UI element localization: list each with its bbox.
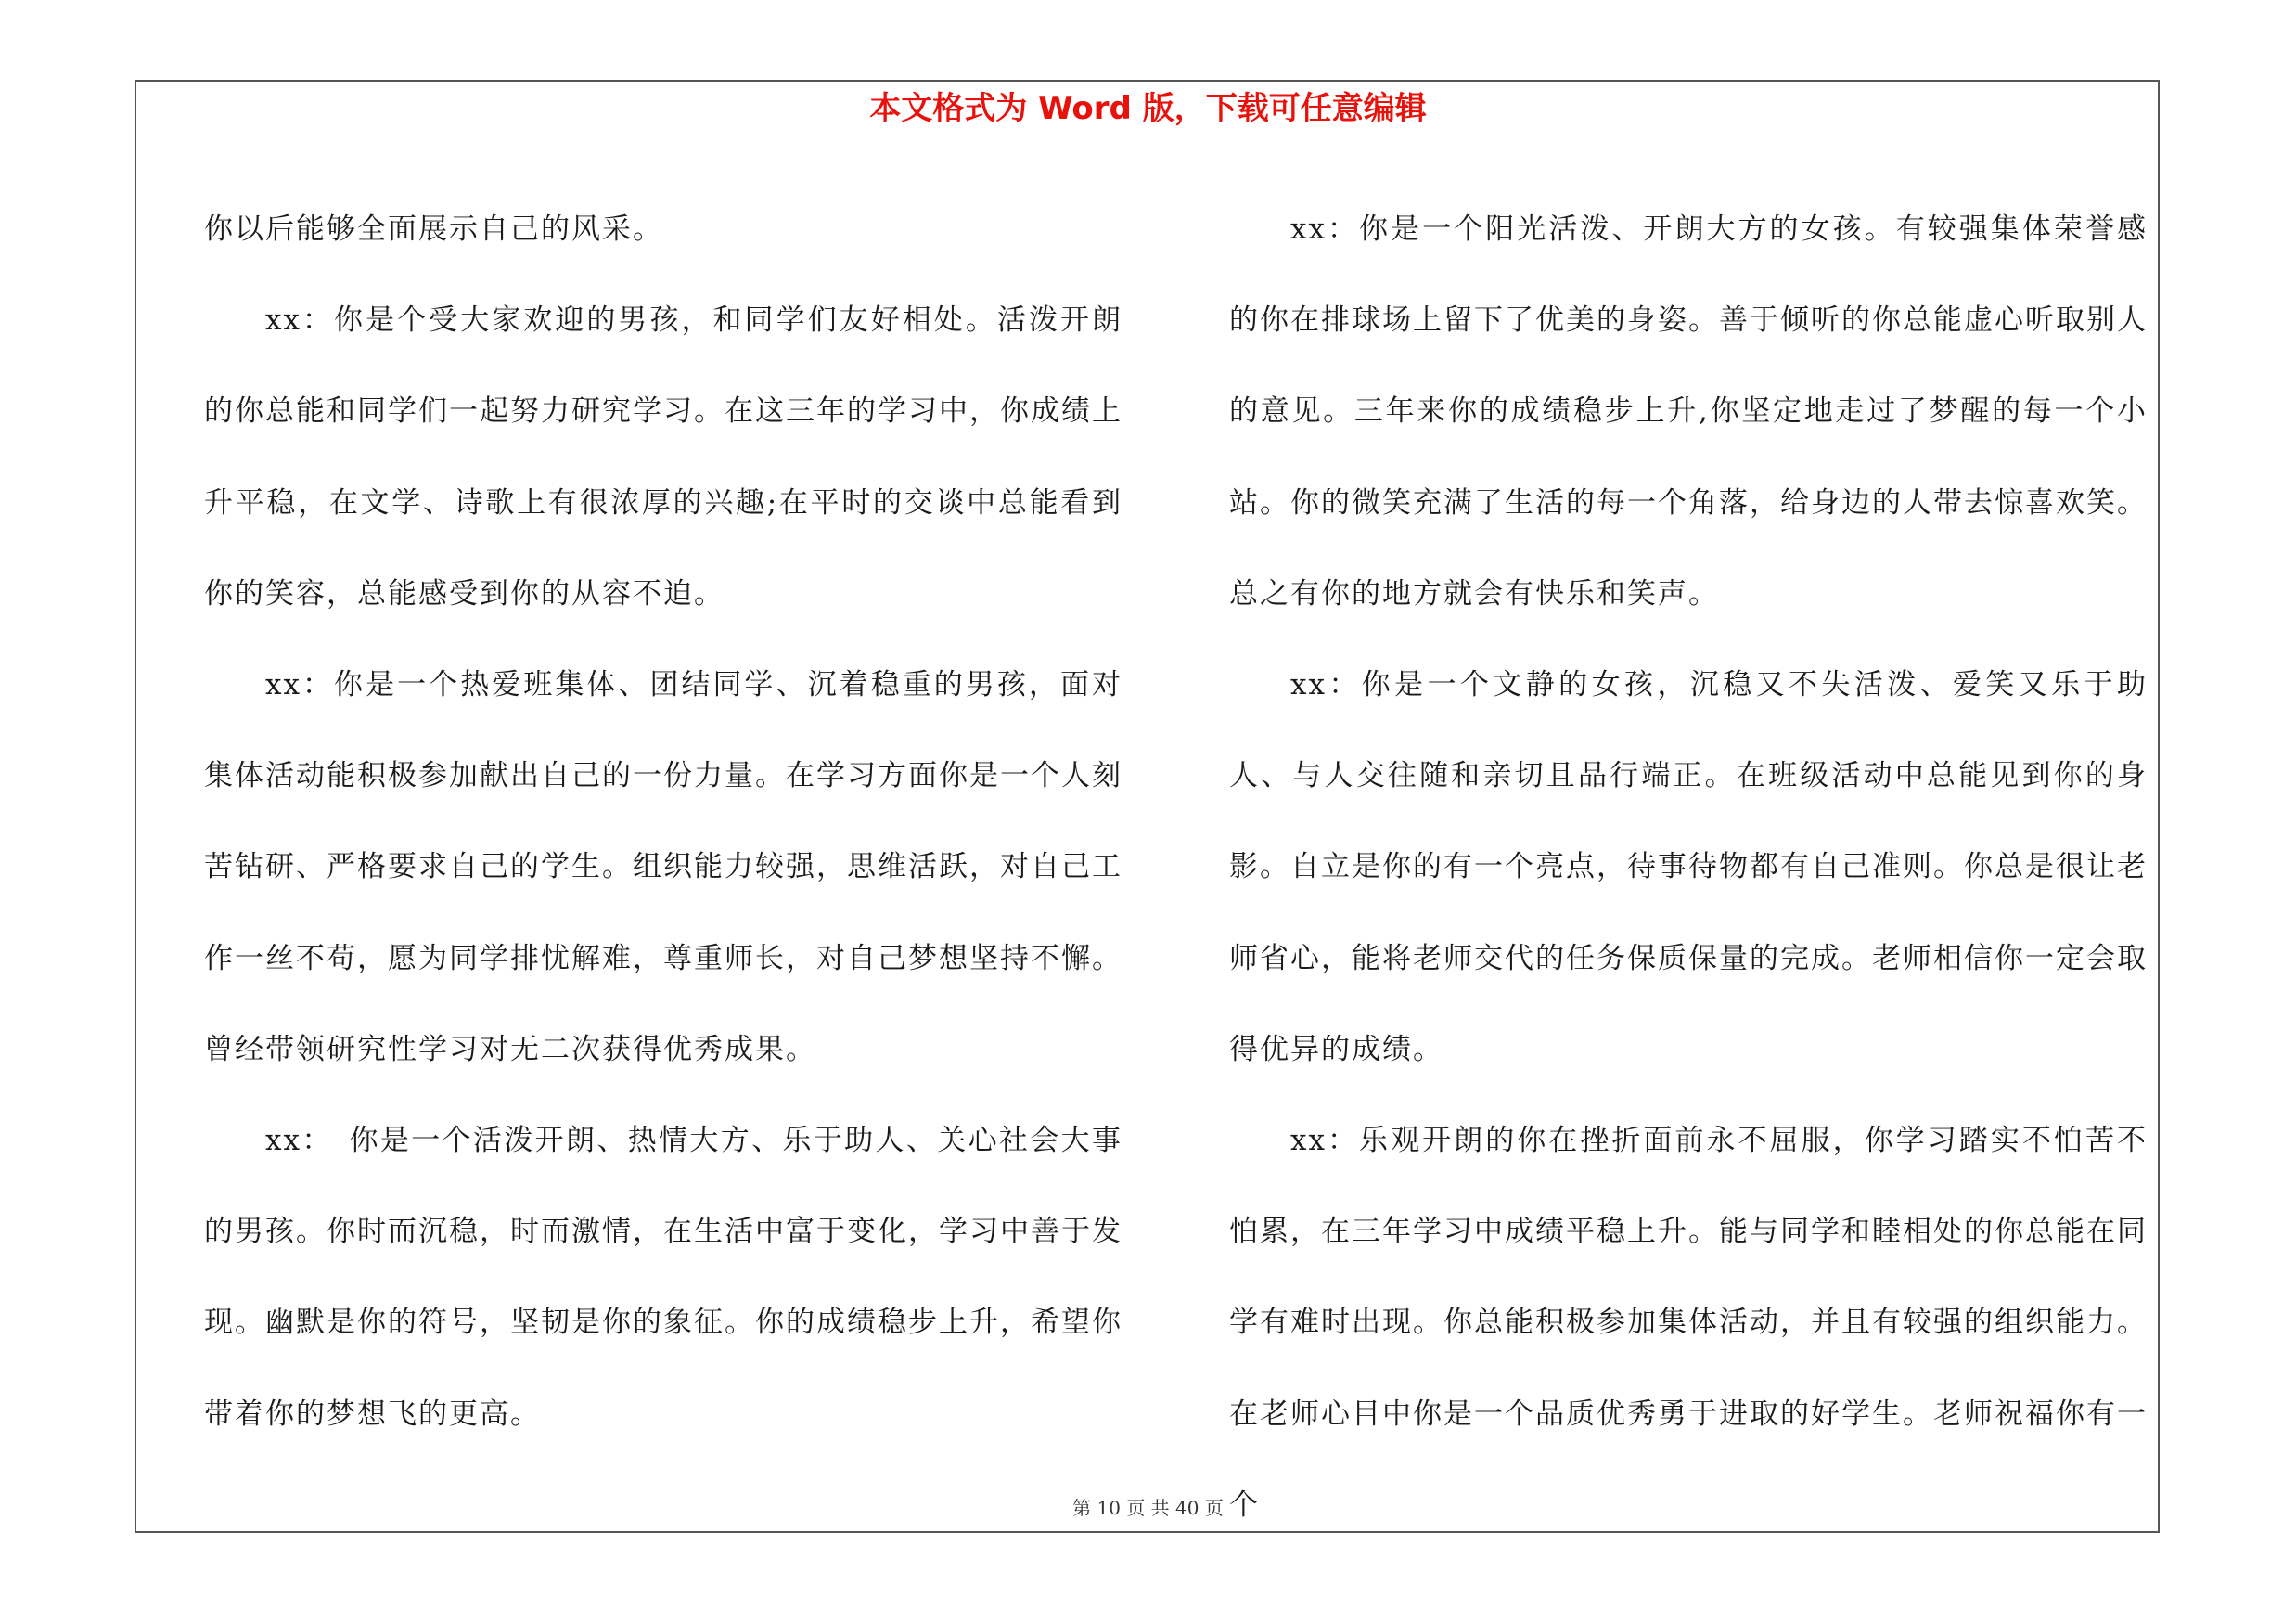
paragraph: xx：你是一个热爱班集体、团结同学、沉着稳重的男孩，面对集体活动能积极参加献出自己的一份力量。在学习方面你是一个人刻苦钻研、严格要求自己的学生。组织能力较强，思维活跃，对自己工作一丝不苟，愿为同学排忧解难，尊重师长，对自己梦想坚持不懈。曾经带领研究性学习对无二次获得优秀成果。 [204, 668, 1122, 1066]
paragraph-continuation: 你以后能够全面展示自己的风采。 [204, 213, 663, 246]
left-column [204, 184, 1122, 1460]
page-number: 第 10 页 共 40 页 [1072, 1497, 1224, 1519]
format-banner: 本文格式为 Word 版，下载可任意编辑 [869, 90, 1427, 127]
paragraph: xx：你是一个文静的女孩，沉稳又不失活泼、爱笑又乐于助人、与人交往随和亲切且品行端正。在班级活动中总能见到你的身影。自立是你的有一个亮点，待事待物都有自己准则。你总是很让老师省心，能将老师交代的任务保质保量的完成。老师相信你一定会取得优异的成绩。 [1229, 668, 2148, 1066]
paragraph: xx：乐观开朗的你在挫折面前永不屈服，你学习踏实不怕苦不怕累，在三年学习中成绩平稳上升。能与同学和睦相处的你总能在同学有难时出现。你总能积极参加集体活动，并且有较强的组织能力。在老师心目中你是一个品质优秀勇于进取的好学生。老师祝福你有一个 [1229, 1124, 2148, 1522]
paragraph: xx： 你是一个活泼开朗、热情大方、乐于助人、关心社会大事的男孩。你时而沉稳，时而激情，在生活中富于变化，学习中善于发现。幽默是你的符号，坚韧是你的象征。你的成绩稳步上升，希望你带着你的梦想飞的更高。 [204, 1124, 1122, 1431]
paragraph: xx：你是一个阳光活泼、开朗大方的女孩。有较强集体荣誉感的你在排球场上留下了优美的身姿。善于倾听的你总能虚心听取别人的意见。三年来你的成绩稳步上升,你坚定地走过了梦醒的每一个小站。你的微笑充满了生活的每一个角落，给身边的人带去惊喜欢笑。总之有你的地方就会有快乐和笑声。 [1229, 213, 2148, 611]
right-column [1229, 184, 2148, 1551]
paragraph: xx：你是个受大家欢迎的男孩，和同学们友好相处。活泼开朗的你总能和同学们一起努力研究学习。在这三年的学习中，你成绩上升平稳，在文学、诗歌上有很浓厚的兴趣;在平时的交谈中总能看到你的笑容，总能感受到你的从容不迫。 [204, 303, 1122, 611]
